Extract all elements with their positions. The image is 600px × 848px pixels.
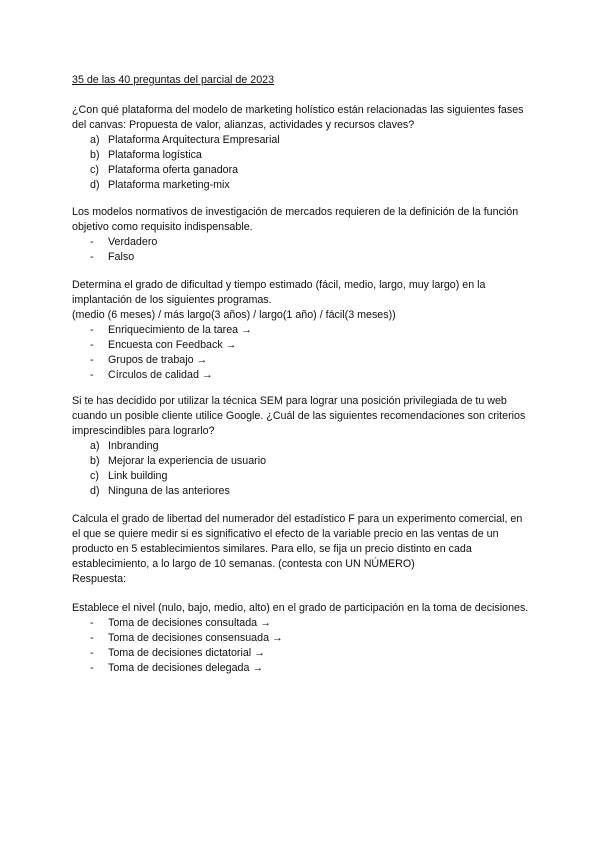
question-text: Establece el nivel (nulo, bajo, medio, alto) en el grado de participación en la toma de decisiones. [72,602,529,614]
option-c [72,469,532,484]
option-label: Plataforma logística [108,149,202,161]
list-item [72,616,532,631]
question-3 [72,278,532,383]
list-item [72,646,532,661]
option-label: Inbranding [108,440,159,452]
option-false [72,250,532,265]
option-marker: - [90,339,94,351]
option-label: Verdadero [108,236,158,248]
option-marker: - [90,617,94,629]
option-marker: - [90,251,94,263]
option-label: Círculos de calidad → [108,369,213,381]
question-2 [72,205,532,265]
options-list [72,616,532,676]
list-item [72,338,532,353]
option-marker: a) [90,134,100,146]
option-marker: b) [90,455,100,467]
option-a [72,133,532,148]
question-note: (medio (6 meses) / más largo(3 años) / largo(1 año) / fácil(3 meses)) [72,309,396,321]
option-label: Plataforma Arquitectura Empresarial [108,134,280,146]
option-label: Grupos de trabajo → [108,354,208,366]
option-b [72,148,532,163]
option-label: Enriquecimiento de la tarea → [108,324,252,336]
list-item [72,368,532,383]
question-text: ¿Con qué plataforma del modelo de marketing holístico están relacionadas las siguientes fases del canvas: Propuesta de valor, alianzas, actividades y recursos claves? [72,104,524,131]
option-label: Link building [108,470,168,482]
option-marker: d) [90,485,100,497]
option-label: Toma de decisiones delegada → [108,662,264,674]
option-a [72,439,532,454]
question-6 [72,601,532,676]
question-1 [72,103,532,193]
option-b [72,454,532,469]
question-4 [72,394,532,499]
option-marker: - [90,354,94,366]
options-list [72,235,532,265]
option-c [72,163,532,178]
option-label: Mejorar la experiencia de usuario [108,455,267,467]
question-5 [72,512,532,587]
question-text: Determina el grado de dificultad y tiempo estimado (fácil, medio, largo, muy largo) en la implantación de los siguientes programas. [72,279,486,306]
option-marker: c) [90,470,99,482]
option-d [72,178,532,193]
option-marker: - [90,632,94,644]
option-marker: - [90,369,94,381]
answer-label: Respuesta: [72,573,127,585]
option-marker: - [90,647,94,659]
option-true [72,235,532,250]
question-text: Calcula el grado de libertad del numerador del estadístico F para un experimento comercial, en el que se quiere medir si es significativo el efecto de la variable precio en las ventas de un producto en 5 establecimientos similares. Para ello, se fija un precio distinto en cada establecimiento, a lo largo de 10 semanas. (contesta con UN NÚMERO) [72,513,523,570]
option-label: Toma de decisiones dictatorial → [108,647,265,659]
options-list [72,133,532,193]
option-label: Plataforma oferta ganadora [108,164,239,176]
option-label: Encuesta con Feedback → [108,339,237,351]
list-item [72,323,532,338]
option-marker: b) [90,149,100,161]
option-label: Toma de decisiones consultada → [108,617,271,629]
option-label: Ninguna de las anteriores [108,485,230,497]
list-item [72,661,532,676]
option-marker: - [90,662,94,674]
option-label: Falso [108,251,135,263]
option-d [72,484,532,499]
list-item [72,631,532,646]
option-marker: a) [90,440,100,452]
options-list [72,439,532,499]
question-text: Los modelos normativos de investigación de mercados requieren de la definición de la función objetivo como requisito indispensable. [72,206,519,233]
option-marker: - [90,324,94,336]
option-label: Toma de decisiones consensuada → [108,632,283,644]
question-text: Si te has decidido por utilizar la técnica SEM para lograr una posición privilegiada de tu web cuando un posible cliente utilice Google. ¿Cuál de las siguientes recomendaciones son criterios imprescindibles para lograrlo? [72,395,526,437]
option-marker: - [90,236,94,248]
option-marker: d) [90,179,100,191]
page-title: 35 de las 40 preguntas del parcial de 2023 [72,74,275,86]
options-list [72,323,532,383]
option-label: Plataforma marketing-mix [108,179,230,191]
option-marker: c) [90,164,99,176]
list-item [72,353,532,368]
